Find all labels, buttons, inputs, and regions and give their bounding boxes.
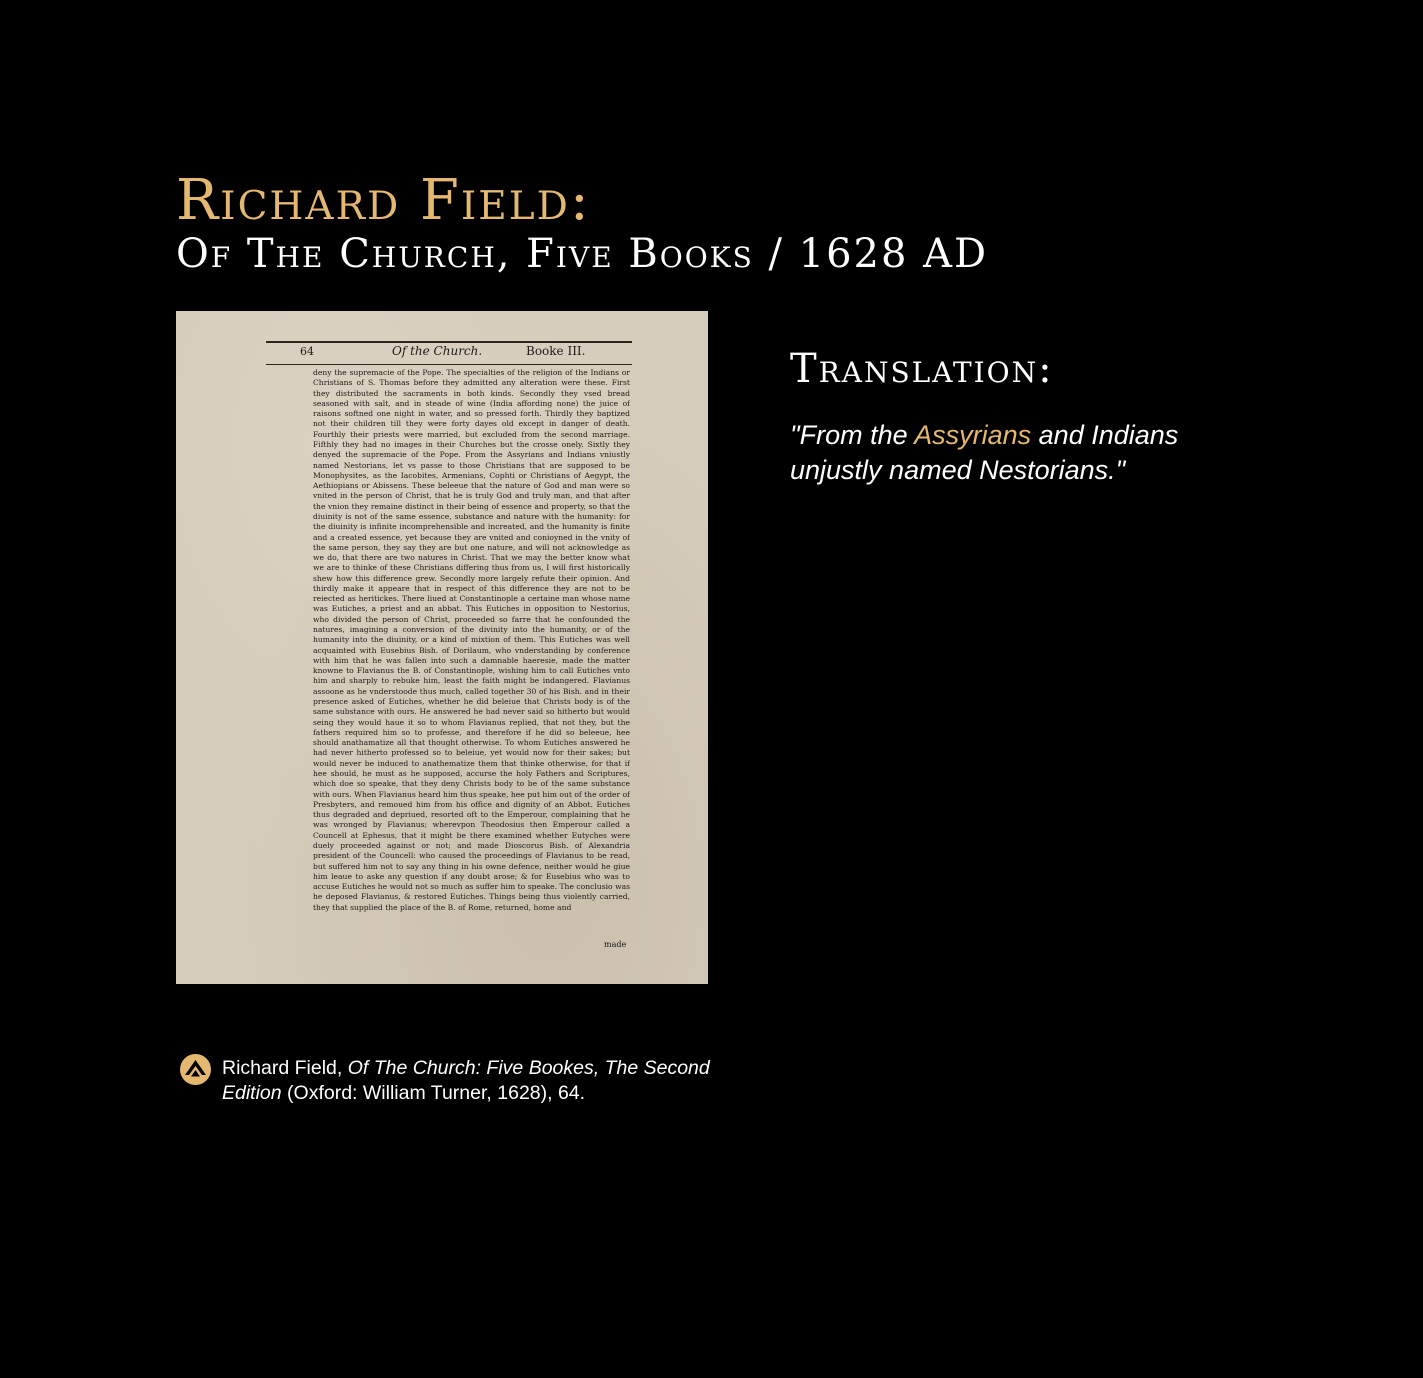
- scan-top-rule: [266, 341, 632, 343]
- quote-before: "From the: [790, 420, 915, 450]
- citation-details: (Oxford: William Turner, 1628), 64.: [281, 1082, 586, 1104]
- quote-after: and Indians unjustly named Nestorians.": [790, 420, 1179, 485]
- citation-text: [222, 1056, 722, 1106]
- scan-book-label: Booke III.: [526, 344, 586, 358]
- up-arrow-icon[interactable]: [180, 1054, 211, 1085]
- scan-running-head: Of the Church.: [392, 344, 483, 358]
- page-title: Richard Field:: [176, 168, 591, 233]
- citation-title: Of The Church: Five Bookes, The Second Edition: [222, 1057, 710, 1104]
- scan-bottom-rule: [266, 364, 632, 365]
- translation-heading: Translation:: [790, 346, 1054, 392]
- quote-highlight: Assyrians: [914, 420, 1032, 450]
- translation-quote: [790, 418, 1260, 488]
- page-subtitle: Of The Church, Five Books / 1628 AD: [176, 231, 989, 277]
- citation-author: Richard Field,: [222, 1057, 348, 1079]
- scan-catchword: made: [604, 940, 627, 949]
- book-page-scan: [176, 311, 708, 984]
- title-block: [176, 168, 1176, 278]
- scan-page-number: 64: [300, 345, 314, 358]
- scan-body-text: deny the supremacie of the Pope. The specialties of the religion of the Indians or Christians of S. Thomas before they admitted any alteration were these. First they distributed the sacraments in both kinds. Secondly they vsed bread seasoned with salt, and in steade of wine (India affording none) the juice of raisons softned one night in water, and so pressed forth. Thirdly they baptized not their children till they were forty dayes old except in danger of death. Fourthly their priests were married, but excluded from the second marriage. Fifthly they had no images in their Churches but the crosse onely. Sixtly they denyed the supremacie of the Pope. From the Assyrians and Indians vniustly named Nestorians, let vs passe to those Christians that are supposed to be Monophysites, as the Iacobites, Armenians, Cophti or Christians of Aegypt, the Aethiopians or Abissens. These beleeue that the nature of God and man were so vnited in the person of Christ, that he is truly God and truly man, and that after the vnion they remaine distinct in their being of essence and property, so that the diuinity is not of the same essence, substance and nature with the humanity: for the diuinity is infinite incomprehensible and increated, and the humanity is finite and a created essence, yet because they are vnited and conioyned in the vnity of the same person, they say they are but one nature, and will not acknowledge as we do, that there are two natures in Christ. That we may the better know what we are to thinke of these Christians differing thus from us, I will first historically shew how this difference grew. Secondly more largely refute their opinion. And thirdly make it appeare that in respect of this difference they are not to be reiected as heritickes. There liued at Constantinople a certaine man whose name was Eutiches, a priest and an abbat. This Eutiches in opposition to Nestorius, who divided the person of Christ, proceeded so farre that he confounded the natures, imagining a conversion of the divinity into the humanity, or of the humanity into the diuinity, or a kind of mixtion of them. This Eutiches was well acquainted with Eusebius Bish. of Dorilaum, who vnderstanding by conference with him that he was fallen into such a damnable haeresie, made the matter knowne to Flavianus the B. of Constantinople, wishing him to call Eutiches vnto him and sharply to rebuke him, least the faith might be indangered. Flavianus assoone as he vnderstoode thus much, called together 30 of his Bish. and in their presence asked of Eutiches, whether he did beleiue that Christs body is of the same substance with ours. He answered he had never said so hitherto but would seing they would haue it so to whom Flavianus replied, that not they, but the fathers required him so to professe, and therefore if he did so beleeue, hee should anathamatize all that thought otherwise. To whom Eutiches answered he had never hitherto professed so to beleiue, yet would now for their sakes; but would never be induced to anathematize them that thinke otherwise, for that if hee should, he must as he supposed, accurse the holy Fathers and Scriptures, which doe so speake, that they deny Christs body to be of the same substance with ours. When Flavianus heard him thus speake, hee put him out of the order of Presbyters, and remoued him from his office and dignity of an Abbot. Eutiches thus degraded and depriued, resorted oft to the Emperour, complaining that he was wronged by Flavianus; wherevpon Theodosius then Emperour called a Councell at Ephesus, that it might be there examined whether Eutyches were duely proceeded against or not; and made Dioscorus Bish. of Alexandria president of the Councell: who caused the proceedings of Flavianus to be read, but suffered him not to say any thing in his owne defence, neither would he giue him leaue to aske any question if any doubt arose; & for Eusebius who was to accuse Eutiches he would not so much as suffer him to speake. The conclusio was he deposed Flavianus, & restored Eutiches. Things being thus violently carried, they that supplied the place of the B. of Rome, returned, home and: [313, 368, 630, 912]
